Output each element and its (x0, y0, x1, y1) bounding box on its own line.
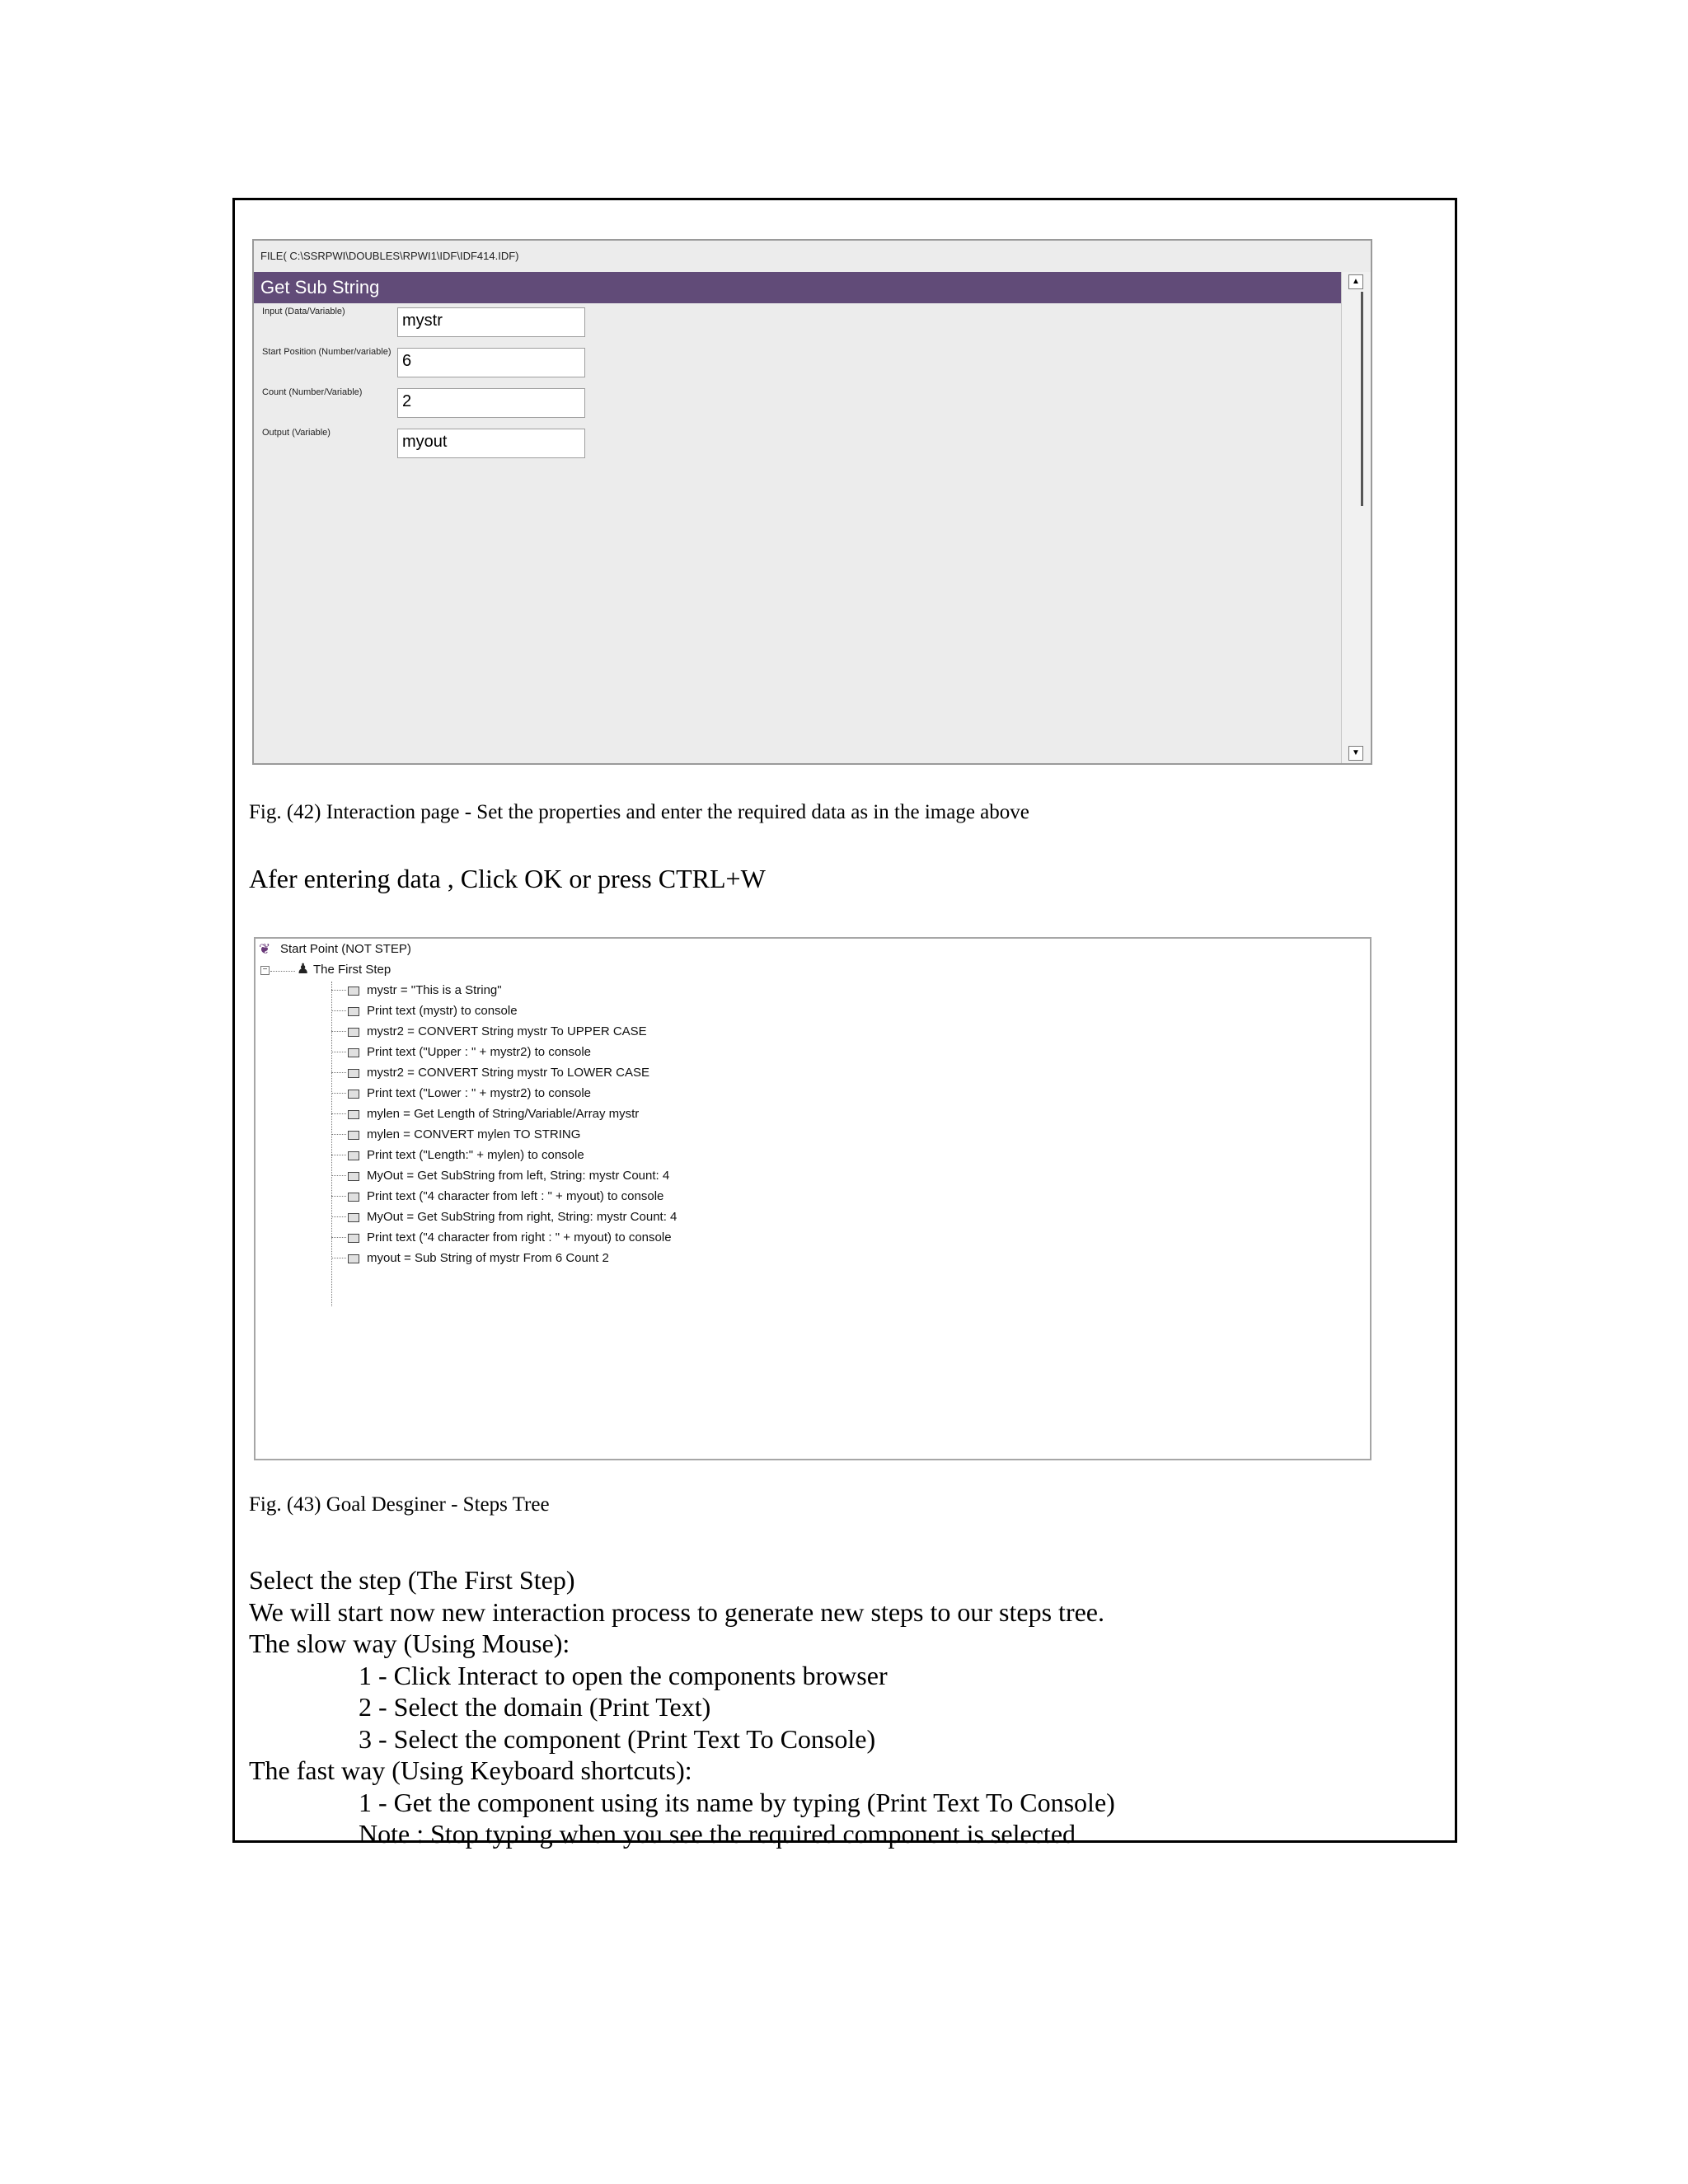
node-icon (348, 1151, 359, 1160)
body-line: We will start now new interaction process to generate new steps to our steps tree. (249, 1596, 1104, 1627)
scroll-thumb[interactable] (1348, 292, 1363, 506)
tree-node[interactable] (348, 1165, 669, 1186)
node-label: mystr2 = CONVERT String mystr To UPPER CASE (367, 1024, 647, 1038)
node-icon (348, 1213, 359, 1222)
tree-node[interactable] (348, 1248, 609, 1268)
node-icon (348, 1007, 359, 1016)
node-icon (348, 1069, 359, 1078)
node-label: MyOut = Get SubString from right, String: mystr Count: 4 (367, 1210, 678, 1224)
node-icon (348, 1110, 359, 1119)
tree-step-first[interactable]: The First Step (313, 963, 392, 977)
property-row-output (254, 426, 748, 462)
node-icon (348, 1028, 359, 1037)
tree-node[interactable] (348, 1145, 584, 1165)
node-label: myout = Sub String of mystr From 6 Count 2 (367, 1251, 609, 1265)
scroll-down-icon[interactable]: ▼ (1348, 746, 1363, 761)
properties-form (254, 303, 1341, 763)
node-icon (348, 1234, 359, 1243)
tree-node[interactable] (348, 1207, 677, 1227)
tree-node[interactable] (348, 1227, 672, 1248)
property-label: Output (Variable) (262, 428, 331, 438)
body-line: 1 - Click Interact to open the components browser (359, 1660, 888, 1690)
tree-connector (270, 971, 295, 972)
start-point-icon: ❦ (259, 941, 271, 957)
tree-connector (331, 1134, 346, 1135)
tree-connector (331, 990, 346, 991)
body-line: The fast way (Using Keyboard shortcuts): (249, 1755, 692, 1785)
property-label: Count (Number/Variable) (262, 387, 363, 397)
node-label: mystr = "This is a String" (367, 983, 502, 997)
property-row-count (254, 386, 748, 422)
step-person-icon: ♟ (297, 961, 310, 977)
component-title: Get Sub String (254, 272, 1341, 303)
node-icon (348, 1090, 359, 1099)
node-label: Print text ("4 character from right : " + myout) to console (367, 1230, 672, 1244)
tree-node[interactable] (348, 1124, 580, 1145)
node-label: Print text ("Upper : " + mystr2) to console (367, 1045, 591, 1059)
tree-connector (331, 1031, 346, 1032)
collapse-icon[interactable]: − (260, 966, 270, 975)
tree-connector (331, 1093, 346, 1094)
tree-connector (331, 1196, 346, 1197)
tree-node[interactable] (348, 1104, 639, 1124)
body-line: 2 - Select the domain (Print Text) (359, 1692, 711, 1722)
body-line: The slow way (Using Mouse): (249, 1629, 570, 1658)
scroll-up-icon[interactable]: ▲ (1348, 274, 1363, 289)
tree-node[interactable] (348, 1186, 663, 1207)
instruction-text: Afer entering data , Click OK or press CTRL+W (249, 864, 766, 893)
node-label: Print text ("Lower : " + mystr2) to console (367, 1086, 591, 1100)
tree-connector (331, 1010, 346, 1011)
node-label: mylen = CONVERT mylen TO STRING (367, 1127, 581, 1141)
tree-node[interactable] (348, 1083, 591, 1104)
node-icon (348, 1172, 359, 1181)
input-field[interactable]: mystr (397, 307, 585, 337)
node-icon (348, 1193, 359, 1202)
figure-42-caption: Fig. (42) Interaction page - Set the properties and enter the required data as in the image above (249, 801, 1029, 823)
node-icon (348, 1131, 359, 1140)
node-label: mylen = Get Length of String/Variable/Array mystr (367, 1107, 640, 1121)
tree-node[interactable] (348, 1042, 591, 1062)
body-line: Select the step (The First Step) (249, 1565, 575, 1595)
tree-connector (331, 1216, 346, 1217)
start-position-field[interactable]: 6 (397, 348, 585, 377)
figure-43-caption: Fig. (43) Goal Desginer - Steps Tree (249, 1493, 550, 1516)
node-label: mystr2 = CONVERT String mystr To LOWER CASE (367, 1066, 649, 1080)
body-line: Note : Stop typing when you see the required component is selected (359, 1819, 1076, 1849)
tree-connector (331, 1113, 346, 1114)
node-icon (348, 1048, 359, 1057)
steps-tree-window (254, 937, 1372, 1460)
tree-connector (331, 1237, 346, 1238)
tree-connector (331, 1072, 346, 1073)
count-field[interactable]: 2 (397, 388, 585, 418)
node-icon (348, 987, 359, 996)
file-path-bar: FILE( C:\SSRPWI\DOUBLES\RPWI1\IDF\IDF414.IDF) (254, 241, 1371, 273)
node-label: MyOut = Get SubString from left, String: mystr Count: 4 (367, 1169, 670, 1183)
instructions-body (249, 1564, 1115, 1850)
tree-connector (331, 1175, 346, 1176)
interaction-window (252, 239, 1372, 765)
output-field[interactable]: myout (397, 429, 585, 458)
property-label: Start Position (Number/variable) (262, 347, 392, 357)
body-line: 1 - Get the component using its name by typing (Print Text To Console) (359, 1787, 1115, 1817)
tree-node[interactable] (348, 1021, 647, 1042)
node-label: Print text (mystr) to console (367, 1004, 518, 1018)
tree-node[interactable] (348, 1062, 649, 1083)
tree-node[interactable] (348, 980, 502, 1001)
body-line: 3 - Select the component (Print Text To Console) (359, 1723, 876, 1754)
tree-node[interactable] (348, 1001, 518, 1021)
vertical-scrollbar[interactable] (1341, 272, 1371, 763)
tree-root[interactable]: Start Point (NOT STEP) (280, 942, 411, 956)
node-label: Print text ("4 character from left : " + myout) to console (367, 1189, 664, 1203)
property-row-start-position (254, 345, 748, 382)
node-label: Print text ("Length:" + mylen) to console (367, 1148, 584, 1162)
node-icon (348, 1254, 359, 1263)
property-label: Input (Data/Variable) (262, 307, 345, 316)
property-row-input (254, 305, 748, 341)
